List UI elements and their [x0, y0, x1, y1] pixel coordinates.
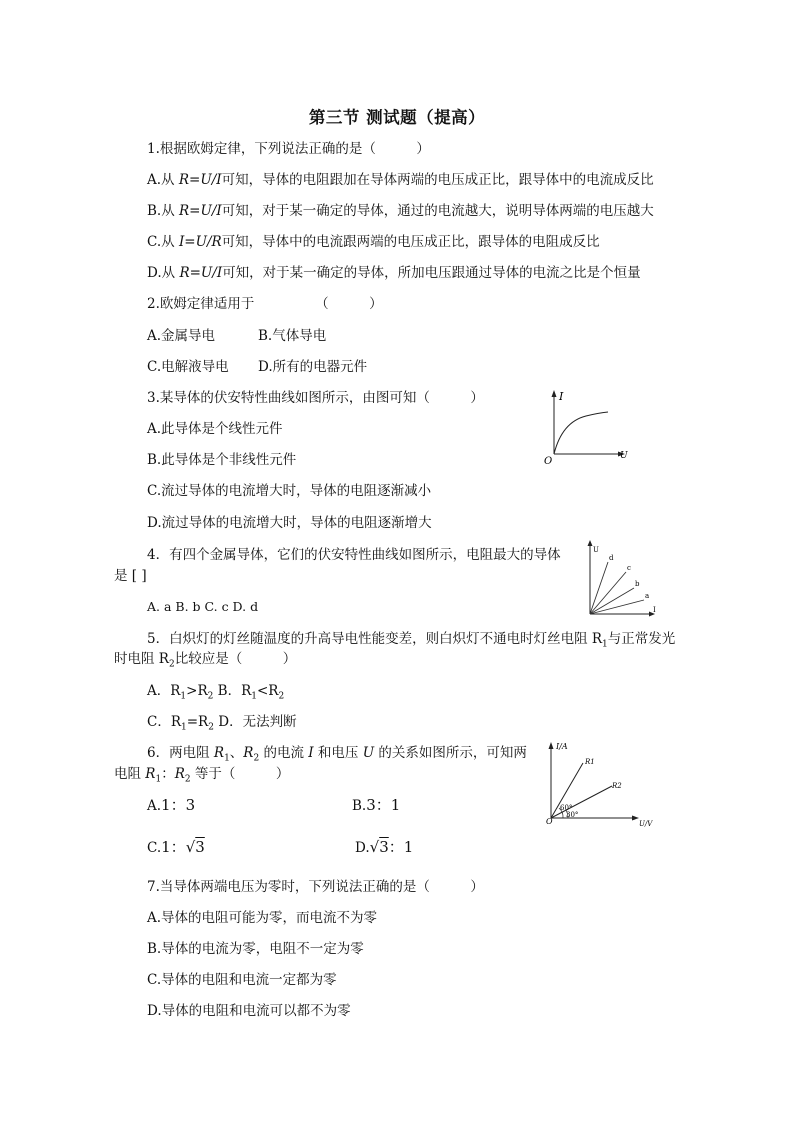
q3-iv-curve-figure: [538, 388, 638, 466]
q5-options-ab: A．$R_1>R_2$ B．$R_1<R_2$: [147, 683, 285, 702]
q4-stem-line1: 4．有四个金属导体，它们的伏安特性曲线如图所示，电阻最大的导体: [147, 547, 561, 563]
x-axis-label: I: [653, 606, 656, 614]
q7-option-c: C.导体的电阻和电流一定都为零: [147, 972, 337, 988]
line-b: [590, 588, 634, 614]
formula: R=U/I: [179, 203, 222, 219]
q7-option-d: D.导体的电阻和电流可以都不为零: [147, 1003, 351, 1019]
y-axis-arrow: [588, 540, 593, 546]
q2-option-d: D.所有的电器元件: [258, 359, 368, 375]
q1-option-b: B.从 R=U/I可知，对于某一确定的导体，通过的电流越大，说明导体两端的电压越大: [147, 203, 654, 219]
formula: I=U/R: [178, 234, 222, 250]
x-axis-label: U/V: [639, 820, 653, 828]
r1-label: R1: [585, 758, 595, 766]
sqrt-symbol: √: [185, 838, 196, 856]
q2-stem: 2.欧姆定律适用于 （ ）: [147, 296, 383, 312]
q6-stem-line1: 6．两电阻 $R_1$、$R_2$ 的电流 I 和电压 U 的关系如图所示，可知两: [147, 745, 527, 764]
x-axis-arrow: [632, 816, 639, 821]
q7-option-a: A.导体的电阻可能为零，而电流不为零: [147, 910, 378, 926]
line-c: [590, 572, 626, 614]
q3-option-c: C.流过导体的电流增大时，导体的电阻逐渐减小: [147, 483, 432, 499]
angle-60-label: 60°: [560, 804, 573, 812]
q2-option-a: A.金属导电: [147, 328, 216, 344]
label-d: d: [609, 554, 614, 562]
label-a: a: [645, 592, 650, 600]
q3-option-a: A.此导体是个线性元件: [147, 421, 283, 437]
y-axis-arrow: [549, 742, 554, 749]
q6-stem-line2: 电阻 $R_1$：$R_2$ 等于（ ）: [114, 766, 290, 785]
q6-option-a: A.1：3: [147, 796, 196, 814]
y-axis-label: U: [593, 546, 599, 554]
y-axis-label: I: [559, 390, 564, 403]
q5-stem-line2: 时电阻 $R_2$比较应是（ ）: [114, 651, 297, 670]
q1-option-a: A.从 R=U/I可知，导体的电阻跟加在导体两端的电压成正比，跟导体中的电流成反比: [147, 172, 654, 188]
q4-options: A. a B. b C. c D. d: [147, 599, 259, 614]
q2-option-c: C.电解液导电: [147, 359, 229, 375]
x-axis-label: U: [620, 451, 628, 461]
q5-options-cd: C．$R_1=R_2$ D．无法判断: [147, 714, 297, 733]
q3-stem: 3.某导体的伏安特性曲线如图所示，由图可知（ ）: [147, 390, 484, 406]
q6-option-c: C.1：√3: [147, 838, 205, 856]
q7-option-b: B.导体的电流为零，电阻不一定为零: [147, 941, 364, 957]
origin-label: O: [544, 456, 553, 466]
page-title: 第三节 测试题（提高）: [308, 108, 486, 127]
y-axis-arrow: [552, 390, 557, 397]
label-b: b: [635, 580, 640, 588]
formula: R=U/I: [178, 172, 222, 188]
q5-stem-line1: 5．白炽灯的灯丝随温度的升高导电性能变差，则白炽灯不通电时灯丝电阻 $R_1$与正常发光: [147, 631, 676, 650]
q1-stem: 1.根据欧姆定律，下列说法正确的是（ ）: [147, 141, 430, 157]
q1-option-c: C.从 I=U/R可知，导体中的电流跟两端的电压成正比，跟导体的电阻成反比: [147, 234, 600, 250]
q3-option-b: B.此导体是个非线性元件: [147, 452, 297, 468]
q3-option-d: D.流过导体的电流增大时，导体的电阻逐渐增大: [147, 515, 432, 531]
q4-stem-line2: 是 [ ]: [114, 568, 147, 584]
angle-30-label: 30°: [566, 811, 579, 819]
q1-option-d: D.从 R=U/I可知，对于某一确定的导体，所加电压跟通过导体的电流之比是个恒量: [147, 265, 641, 281]
q6-option-b: B.3：1: [352, 796, 401, 814]
q7-stem: 7.当导体两端电压为零时，下列说法正确的是（ ）: [147, 879, 484, 895]
sqrt-symbol: √: [369, 838, 380, 856]
q2-option-b: B.气体导电: [258, 328, 327, 344]
label-c: c: [627, 564, 631, 572]
q6-resistor-figure: [538, 738, 658, 830]
formula: R=U/I: [179, 265, 223, 281]
iv-curve: [554, 412, 608, 454]
r2-label: R2: [612, 782, 622, 790]
origin-label: O: [546, 817, 553, 826]
line-a: [590, 600, 644, 614]
line-d: [590, 562, 608, 614]
y-axis-label: I/A: [556, 742, 568, 751]
q6-option-d: D.√3：1: [355, 838, 414, 856]
q4-iv-lines-figure: [582, 538, 662, 620]
